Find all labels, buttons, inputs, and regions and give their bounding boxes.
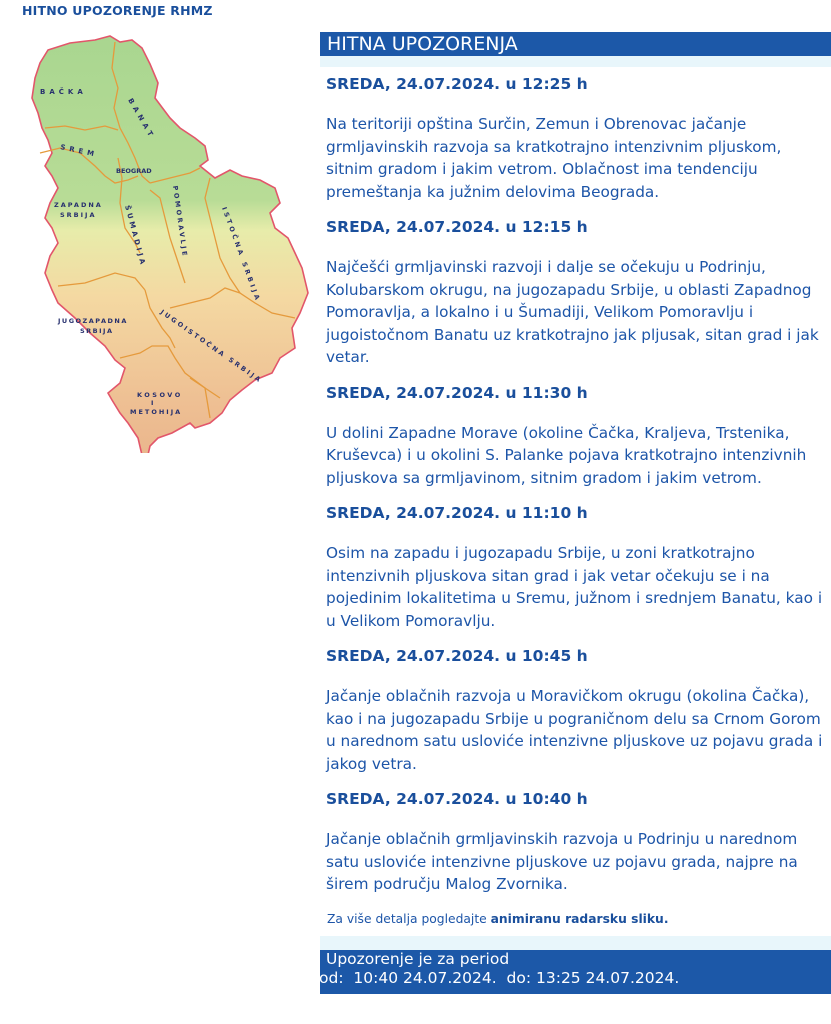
validity-period-footer (320, 950, 831, 994)
map-label-pomoravlje: POMORAVLJE (171, 185, 190, 259)
map-label-jugoistocna-srbija: JUGOISTOČNA SRBIJA (158, 308, 264, 385)
warning-entry (320, 217, 831, 369)
warning-text: Najčešći grmljavinski razvoji i dalje se očekuju u Podrinju, Kolubarskom okrugu, na jugozapadu Srbije, u oblasti Zapadnog Pomoravlja, a lokalno i u Šumadiji, Velikom Pomoravlju i jugoistočnom Banatu uz kratkotrajno jak pljusak, sitan grad i jak vetar. (326, 258, 819, 366)
more-details-prefix: Za više detalja pogledajte (327, 911, 491, 926)
warning-text: Na teritoriji opština Surčin, Zemun i Obrenovac jačanje grmljavinskih razvoja sa kratkotrajno intenzivnim pljuskom, sitnim gradom i jakim vetrom. Oblačnost ima tendenciju premeštanja ka južnim delovima Beograda. (326, 115, 782, 201)
warning-timestamp: SREDA, 24.07.2024. u 10:45 h (326, 647, 588, 665)
warning-timestamp: SREDA, 24.07.2024. u 10:40 h (326, 790, 588, 808)
warning-timestamp: SREDA, 24.07.2024. u 11:10 h (326, 504, 588, 522)
footer-strip (320, 936, 831, 950)
warning-entry (320, 74, 831, 203)
map-label-srem: SREM (59, 143, 99, 159)
validity-period-range: od: 10:40 24.07.2024. do: 13:25 24.07.2024. (319, 968, 680, 987)
map-label-backa: BAČKA (40, 88, 87, 96)
map-label-sumadija: ŠUMADIJA (123, 204, 148, 268)
warning-text: Jačanje oblačnih grmljavinskih razvoja u Podrinju u narednom satu usloviće intenzivne pljuskove uz pojavu grada, najpre na širem području Malog Zvornika. (326, 830, 798, 893)
more-details-line (320, 910, 831, 928)
warnings-header: HITNA UPOZORENJA (320, 32, 831, 56)
serbia-regions-map[interactable] (10, 28, 310, 453)
map-label-kosovo: KOSOVO (137, 391, 183, 399)
map-label-metohija: METOHIJA (130, 408, 183, 416)
map-label-zapadna: ZAPADNA (54, 201, 103, 209)
warning-text: U dolini Zapadne Morave (okoline Čačka, Kraljeva, Trstenika, Kruševca) i u okolini S. Palanke pojava kratkotrajno intenzivnih pljuskova sa grmljavinom, sitnim gradom i jakim vetrom. (326, 423, 807, 487)
page-title: HITNO UPOZORENJE RHMZ (22, 3, 213, 18)
map-label-banat: BANAT (126, 97, 157, 142)
warning-entry (320, 383, 831, 490)
warning-timestamp: SREDA, 24.07.2024. u 12:25 h (326, 75, 588, 93)
validity-period-label: Upozorenje je za period (326, 949, 510, 968)
warning-text: Jačanje oblačnih razvoja u Moravičkom okrugu (okolina Čačka), kao i na jugozapadu Srbije u pograničnom delu sa Crnom Gorom u narednom satu usloviće intenzivne pljuskove uz pojavu grada i jakog vetra. (326, 687, 823, 773)
map-label-jugozapadna-srbija: SRBIJA (80, 327, 114, 335)
warning-timestamp: SREDA, 24.07.2024. u 12:15 h (326, 218, 588, 236)
radar-animation-link[interactable]: animiranu radarsku sliku. (490, 911, 669, 926)
map-label-jugozapadna: JUGOZAPADNA (58, 317, 128, 325)
map-label-zapadna-srbija: SRBIJA (60, 211, 97, 219)
warning-timestamp: SREDA, 24.07.2024. u 11:30 h (326, 383, 588, 402)
map-label-istocna-srbija: ISTOČNA SRBIJA (220, 205, 263, 304)
map-label-i: I (151, 399, 154, 407)
warning-entry (320, 503, 831, 632)
map-label-beograd: BEOGRAD (116, 167, 152, 175)
warnings-panel (320, 32, 831, 994)
warning-entry (320, 646, 831, 775)
warning-entry (320, 789, 831, 896)
header-strip (320, 56, 831, 67)
warning-text: Osim na zapadu i jugozapadu Srbije, u zoni kratkotrajno intenzivnih pljuskova sitan grad i jak vetar očekuju se i na pojedinim lokalitetima u Sremu, južnom i srednjem Banatu, kao i u Velikom Pomoravlju. (326, 544, 823, 630)
